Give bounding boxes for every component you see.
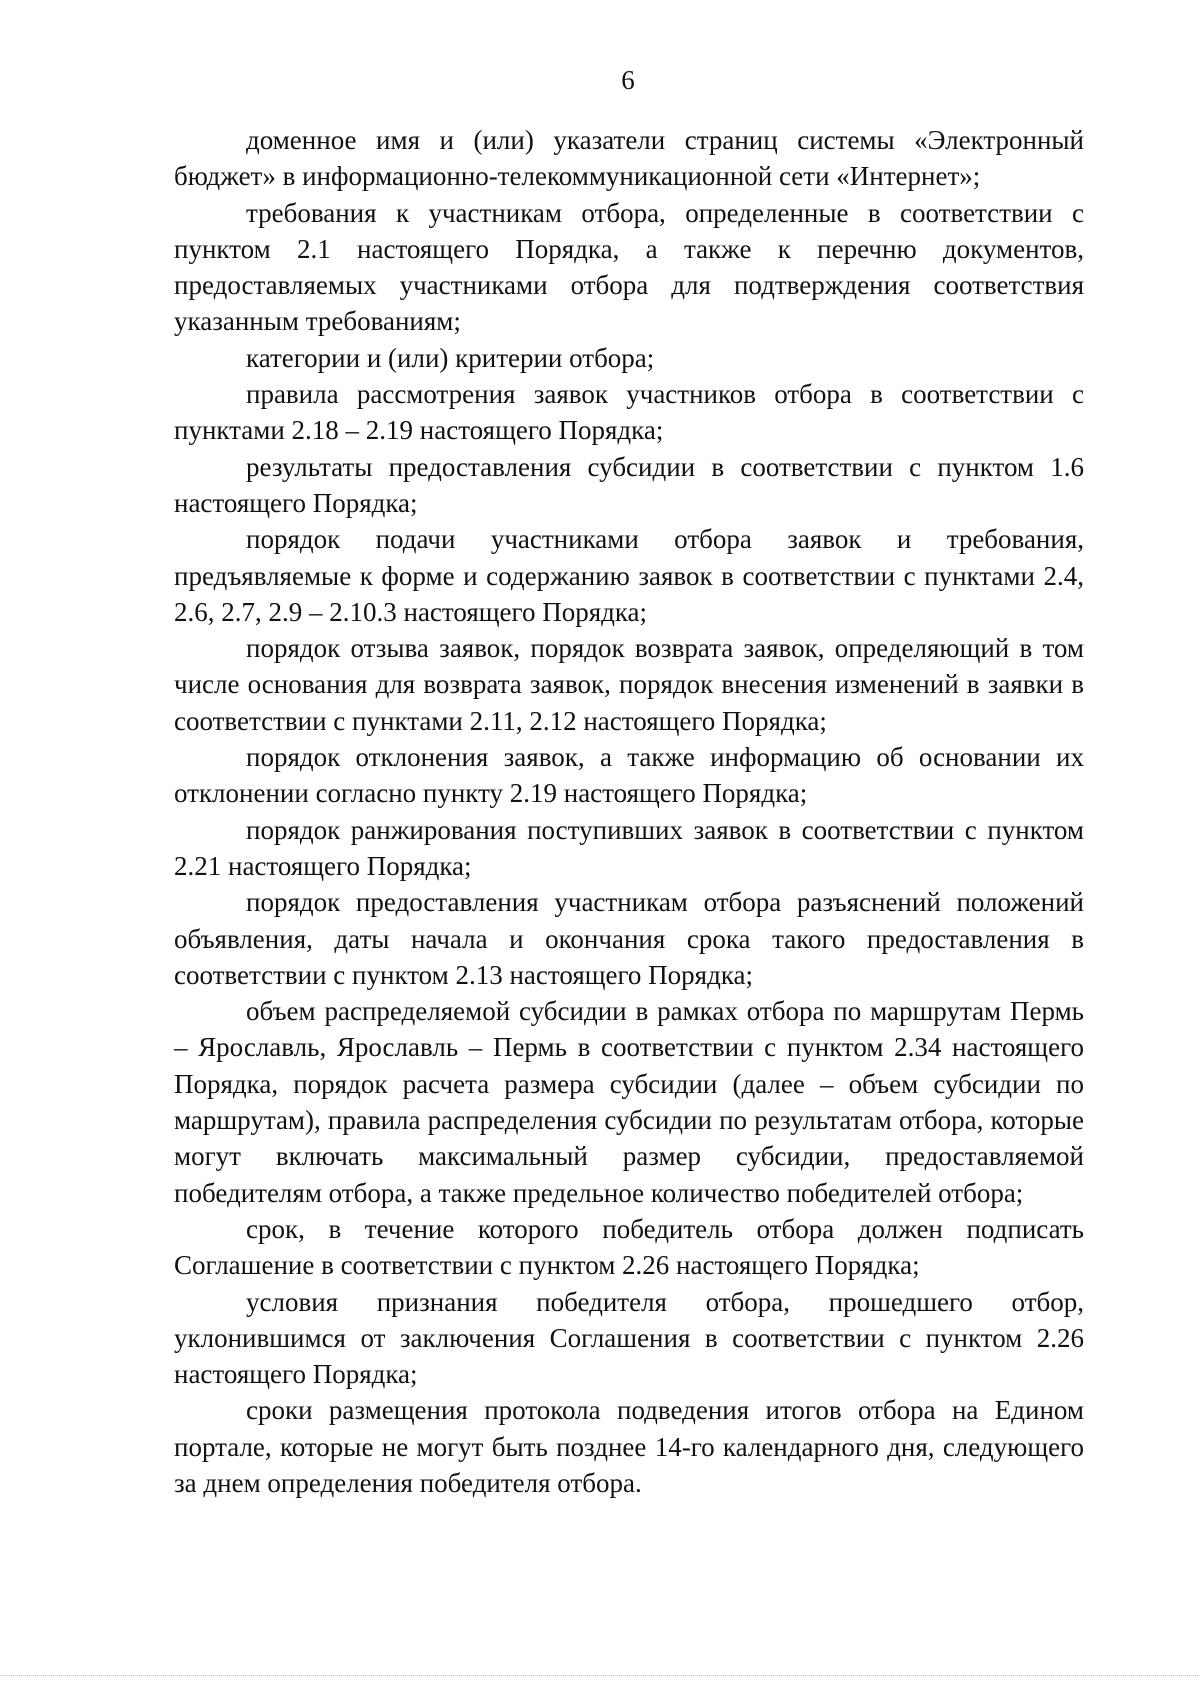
paragraph-agreement-deadline: срок, в течение которого победитель отбора должен подписать Соглашение в соответствии с пунктом 2.26 настоящего Порядка; xyxy=(174,1213,1084,1281)
paragraph-application-ranking: порядок ранжирования поступивших заявок в соответствии с пунктом 2.21 настоящего Порядка; xyxy=(174,814,1084,881)
paragraph-subsidy-volume: объем распределяемой субсидии в рамках отбора по маршрутам Пермь – Ярославль, Ярославль – Пермь в соответствии с пунктом 2.34 настоящего Порядка, порядок расчета размера субсидии (далее – объем субсидии по маршрутам), правила распределения субсидии по результатам отбора, которые могут включать максимальный размер субсидии, предоставляемой победителям отбора, а также предельное количество победителей отбора; xyxy=(174,996,1084,1208)
paragraph-application-rejection: порядок отклонения заявок, а также информацию об основании их отклонении согласно пункту 2.19 настоящего Порядка; xyxy=(174,742,1084,809)
paragraph-application-submission: порядок подачи участниками отбора заявок и требования, предъявляемые к форме и содержанию заявок в соответствии с пунктами 2.4, 2.6, 2.7, 2.9 – 2.10.3 настоящего Порядка; xyxy=(174,524,1084,627)
paragraph-application-withdrawal: порядок отзыва заявок, порядок возврата заявок, определяющий в том числе основания для возврата заявок, порядок внесения изменений в заявки в соответствии с пунктами 2.11, 2.12 настоящего Порядка; xyxy=(174,633,1084,736)
paragraph-subsidy-results: результаты предоставления субсидии в соответствии с пунктом 1.6 настоящего Порядка; xyxy=(174,451,1084,518)
document-body xyxy=(174,122,1084,1501)
paragraph-review-rules: правила рассмотрения заявок участников отбора в соответствии с пунктами 2.18 – 2.19 настоящего Порядка; xyxy=(174,379,1084,446)
paragraph-selection-criteria: категории и (или) критерии отбора; xyxy=(246,342,655,373)
paragraph-domain-name: доменное имя и (или) указатели страниц системы «Электронный бюджет» в информационно-телекоммуникационной сети «Интернет»; xyxy=(174,125,1084,192)
paragraph-evasion-conditions: условия признания победителя отбора, прошедшего отбор, уклонившимся от заключения Соглашения в соответствии с пунктом 2.26 настоящего Порядка; xyxy=(174,1286,1084,1390)
page-number: 6 xyxy=(621,65,635,95)
paragraph-clarifications: порядок предоставления участникам отбора разъяснений положений объявления, даты начала и окончания срока такого предоставления в соответствии с пунктом 2.13 настоящего Порядка; xyxy=(174,887,1084,990)
paragraph-protocol-deadlines: сроки размещения протокола подведения итогов отбора на Едином портале, которые не могут быть позднее 14-го календарного дня, следующего за днем определения победителя отбора. xyxy=(174,1395,1084,1498)
scan-edge-line xyxy=(0,1675,1200,1678)
paragraph-participant-requirements: требования к участникам отбора, определенные в соответствии с пунктом 2.1 настоящего Порядка, а также к перечню документов, предоставляемых участниками отбора для подтверждения соответствия указанным требованиям; xyxy=(174,197,1084,337)
